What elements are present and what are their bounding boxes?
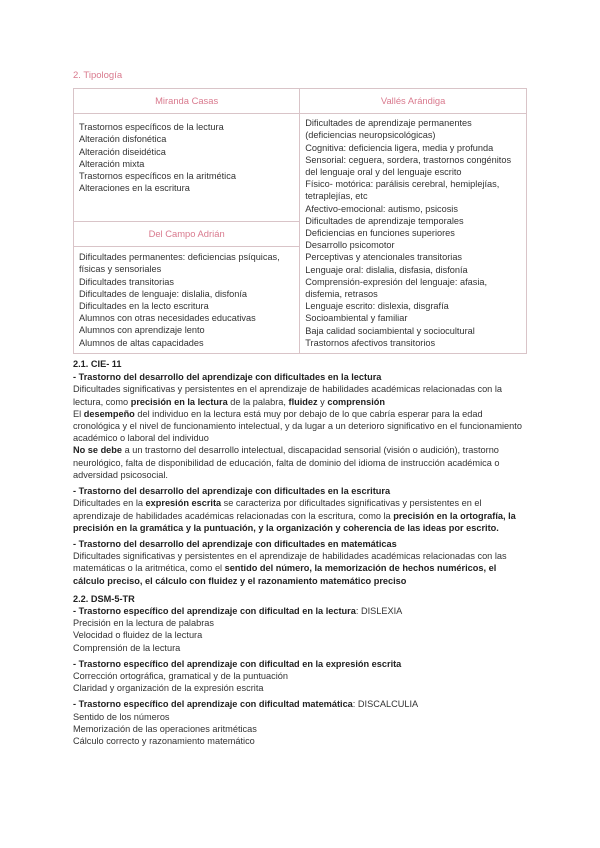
list-item: Memorización de las operaciones aritméticas [73,723,257,734]
list-item: Alumnos con aprendizaje lento [79,325,205,336]
dsm-title: 2.2. DSM-5-TR [73,593,135,604]
list-item: Velocidad o fluidez de la lectura [73,630,203,641]
cie-matematicas-heading: - Trastorno del desarrollo del aprendizaje con dificultades en matemáticas [73,538,397,549]
cie-lectura-paragraph-1: Dificultades significativas y persistentes en el aprendizaje de habilidades académicas relacionadas con la lectura, como precisión en la lectura de la palabra, fluidez y comprensión [73,384,502,407]
list-item: Afectivo-emocional: autismo, psicosis [305,203,458,214]
list-item: Trastornos afectivos transitorios [305,337,436,348]
list-item: Trastornos específicos en la aritmética [79,171,236,182]
list-item: Sentido de los números [73,711,170,722]
list-item: Dificultades de aprendizaje temporales [305,215,464,226]
section-title: 2. Tipología [73,70,123,81]
list-item: Deficiencias en funciones superiores [305,228,455,239]
list-item: Perceptivas y atencionales transitorias [305,252,463,263]
list-item: Lenguaje escrito: dislexia, disgrafía [305,301,449,312]
list-item: Claridad y organización de la expresión escrita [73,683,264,694]
del-campo-list [74,247,299,353]
list-item: Alumnos con otras necesidades educativas [79,313,256,324]
dsm-escrita-heading: - Trastorno específico del aprendizaje con dificultad en la expresión escrita [73,658,402,669]
list-item: Baja calidad sociambiental y sociocultural [305,325,475,336]
list-item: Dificultades de lenguaje: dislalia, disfonía [79,288,248,299]
dsm-matematica-heading: - Trastorno específico del aprendizaje con dificultad matemática: DISCALCULIA [73,699,419,710]
valles-list [300,114,526,353]
list-item: Físico- motórica: parálisis cerebral, hemiplejías, tetraplejías, etc [305,179,500,202]
list-item: Dificultades transitorias [79,276,174,287]
dsm-lectura-heading: - Trastorno específico del aprendizaje con dificultad en la lectura: DISLEXIA [73,605,403,616]
list-item: Cálculo correcto y razonamiento matemático [73,735,255,746]
list-item: Trastornos específicos de la lectura [79,122,224,133]
document-page [73,70,527,747]
list-item: Lenguaje oral: dislalia, disfasia, disfonía [305,264,468,275]
list-item: Comprensión-expresión del lenguaje: afasia, disfemia, retrasos [305,276,488,300]
list-item: Alteración diseidética [79,146,166,157]
list-item: Corrección ortográfica, gramatical y de la puntuación [73,670,288,681]
list-item: Desarrollo psicomotor [305,240,395,251]
cie-title: 2.1. CIE- 11 [73,359,122,370]
list-item: Dificultades permanentes: deficiencias psíquicas, físicas y sensoriales [79,252,280,275]
list-item: Precisión en la lectura de palabras [73,618,214,629]
cie-lectura-paragraph-3: No se debe a un trastorno del desarrollo intelectual, discapacidad sensorial (visión o audición), trastorno neurológico, falta de disponibilidad de educación, falta de dominio del idioma de instrucción académica o adversidad psicosocial. [73,445,500,480]
left-column [74,89,300,354]
list-item: Sensorial: ceguera, sordera, trastornos congénitos del lenguaje oral y del lenguaje escrito [305,154,512,178]
list-item: Socioambiental y familiar [305,313,408,324]
list-item: Comprensión de la lectura [73,642,181,653]
miranda-list [74,114,299,221]
cie-lectura-paragraph-2: El desempeño del individuo en la lectura está muy por debajo de lo que cabría esperar para la edad cronológica y el nivel de funcionamiento intelectual, y da lugar a un deterioro significativo en el funcionamiento académico o laboral del individuo [73,408,522,444]
cie-escritura-paragraph: Dificultades en la expresión escrita se caracteriza por dificultades significativas y persistentes en el aprendizaje de habilidades académicas relacionadas con la escritura, como la precisión en la ortografía, la precisión en la gramática y la puntuación, y la organización y coherencia de las ideas por escrito. [73,498,516,533]
del-campo-heading: Del Campo Adrián [74,221,299,247]
list-item: Alumnos de altas capacidades [79,337,204,348]
list-item: Dificultades en la lecto escritura [79,301,209,312]
list-item: Alteraciones en la escritura [79,183,190,194]
typology-table [73,88,527,354]
miranda-heading: Miranda Casas [74,89,299,114]
cie-matematicas-paragraph: Dificultades significativas y persistentes en el aprendizaje de habilidades académicas relacionadas con las matemáticas o la aritmética, como el sentido del número, la memorización de hechos numéricos, el cálculo preciso, el cálculo con fluidez y el razonamiento matemático preciso [73,551,507,586]
list-item: Dificultades de aprendizaje permanentes (deficiencias neuropsicológicas) [305,118,472,141]
valles-heading: Vallés Arándiga [300,89,526,114]
cie-escritura-heading: - Trastorno del desarrollo del aprendizaje con dificultades en la escritura [73,486,391,497]
cie-lectura-heading: - Trastorno del desarrollo del aprendizaje con dificultades en la lectura [73,372,382,383]
right-column [300,89,527,354]
list-item: Alteración disfonética [79,134,167,145]
list-item: Alteración mixta [79,158,145,169]
list-item: Cognitiva: deficiencia ligera, media y profunda [305,142,494,153]
